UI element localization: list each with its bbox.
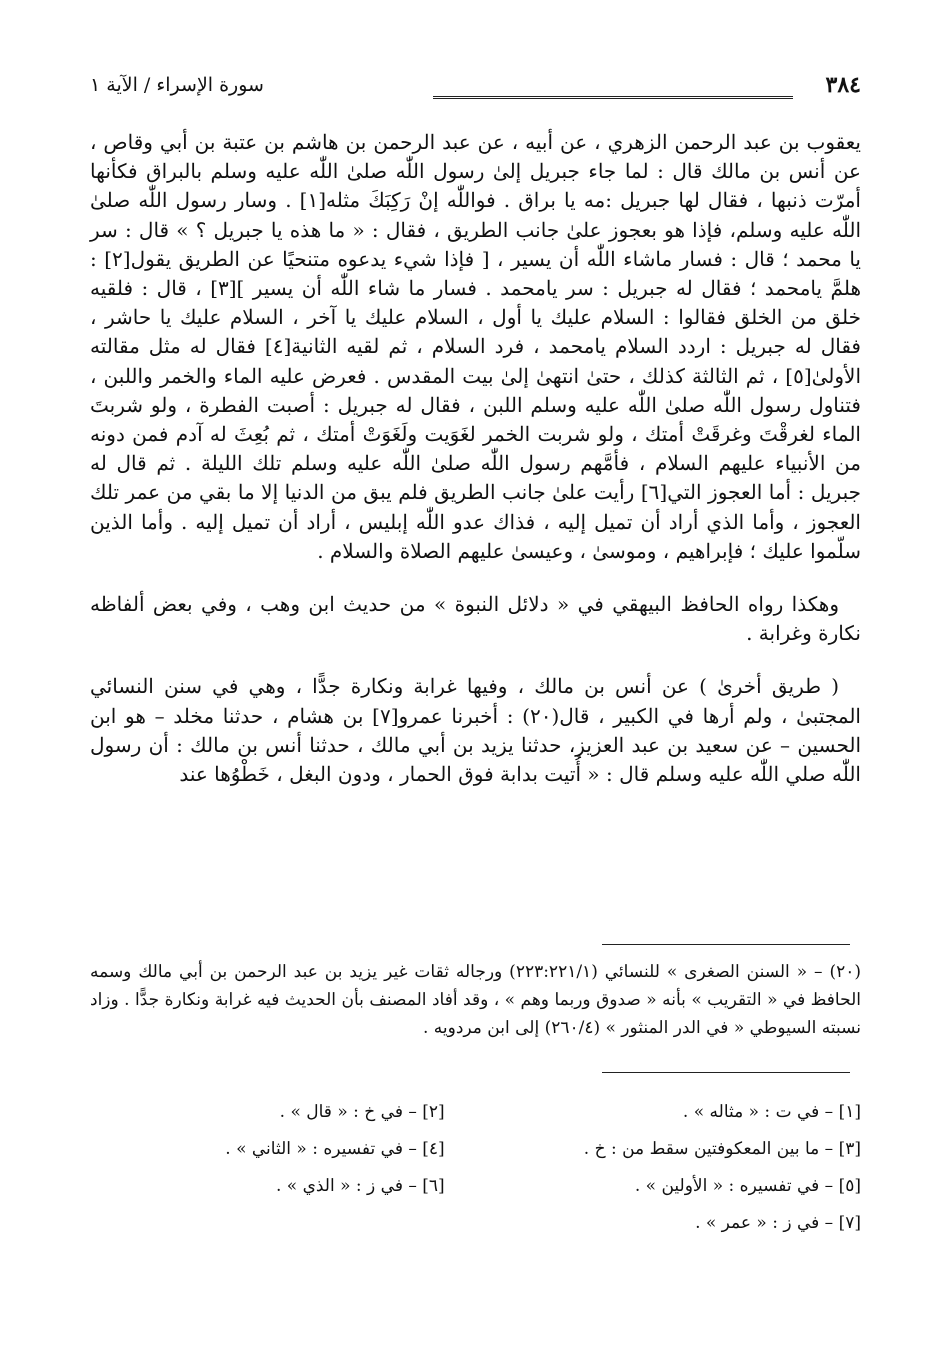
variant-note: [٣] – ما بين المعكوفتين سقط من : خ . — [583, 1139, 861, 1159]
variant-note: [٦] – في ز : « الذي » . — [275, 1176, 445, 1196]
page-number: ٣٨٤ — [825, 72, 861, 98]
variant-note: [٤] – في تفسيره : « الثاني » . — [225, 1139, 445, 1159]
variant-readings — [90, 1094, 861, 1242]
main-text — [90, 128, 861, 813]
footnote-20: (٢٠) – « السنن الصغرى » للنسائي (٢٢٣:٢٢١/١) ورجاله ثقات غير يزيد بن عبد الرحمن بن أبي مالك وسمه الحافظ في « التقريب » بأنه « صدوق وربما وهم » ، وقد أفاد المصنف بأن الحديث فيه غرابة ونكارة جدًّا . وزاد نسبته السيوطي « في الدر المنثور » (٢٦٠/٤) إلى ابن مردويه . — [90, 962, 861, 1038]
running-title: سورة الإسراء / الآية ١ — [90, 74, 264, 96]
variant-note: [١] – في ت : « مثاله » . — [682, 1102, 861, 1122]
footnote-rule — [602, 944, 850, 945]
header-rule — [433, 96, 793, 99]
paragraph-bayhaqi: وهكذا رواه الحافظ البيهقي في « دلائل النبوة » من حديث ابن وهب ، وفي بعض ألفاظه نكارة وغرابة . — [90, 592, 861, 646]
paragraph-another-route: ( طريق أخرىٰ ) عن أنس بن مالك ، وفيها غرابة ونكارة جدًّا ، وهي في سنن النسائي المجتبىٰ ، ولم أرها في الكبير ، قال(٢٠) : أخبرنا عمرو[٧] بن هشام ، حدثنا مخلد – هو ابن الحسين – عن سعيد بن عبد العزيز، حدثنا يزيد بن أبي مالك ، حدثنا أنس بن مالك : أن رسول اللّٰه صلي اللّٰه عليه وسلم قال : « أُتيت بدابة فوق الحمار ، ودون البغل ، خَطْوُها عند — [90, 674, 861, 787]
variants-rule — [602, 1072, 850, 1073]
page-header — [90, 72, 861, 106]
paragraph-hadith: يعقوب بن عبد الرحمن الزهري ، عن أبيه ، عن عبد الرحمن بن هاشم بن عتبة بن أبي وقاص ، عن أنس بن مالك قال : لما جاء جبريل إلىٰ رسول اللّٰه صلىٰ اللّٰه عليه وسلم بالبراق فكأنها أمرّت ذنبها ، فقال لها جبريل :مه يا براق . فواللّٰه إنْ رَكِبَكَ مثله[١] . وسار رسول اللّٰه صلىٰ اللّٰه عليه وسلم، فإذا هو بعجوز علىٰ جانب الطريق ، فقال : « ما هذه يا جبريل ؟ » قال : سر يا محمد ؛ قال : فسار ماشاء اللّٰه أن يسير ، [ فإذا شيء يدعوه متنحيًا عن الطريق يقول[٢] : هلمَّ يامحمد ؛ فقال له جبريل : سر يامحمد . فسار ما شاء اللّٰه أن يسير ][٣] ، قال : فلقيه خلق من الخلق فقالوا : السلام عليك يا أول ، السلام عليك يا آخر ، السلام عليك يا حاشر ، فقال له جبريل : اردد السلام يامحمد ، فرد السلام ، ثم لقيه الثانية[٤] فقال له مثل مقالته الأولىٰ[٥] ، ثم الثالثة كذلك ، حتىٰ انتهىٰ إلىٰ بيت المقدس . فعرض عليه الماء والخمر واللبن ، فتناول رسول اللّٰه صلىٰ اللّٰه عليه وسلم اللبن ، فقال له جبريل : أصبت الفطرة ، ولو شربتَ الماء لغرقْتَ وغرقَتْ أمتك ، ولو شربت الخمر لغَوَيت ولَغَوَتْ أمتك ، ثم بُعِثَ له آدم فمن دونه من الأنبياء عليهم السلام ، فأمَّهم رسول اللّٰه صلىٰ اللّٰه عليه وسلم تلك الليلة . ثم قال له جبريل : أما العجوز التي[٦] رأيت علىٰ جانب الطريق فلم يبق من الدنيا إلا ما بقي من عمر تلك العجوز ، وأما الذي أراد أن تميل إليه ، فذاك عدو اللّٰه إبليس ، أراد أن تميل إليه . وأما الذين سلّموا عليك ؛ فإبراهيم ، وموسىٰ ، وعيسىٰ عليهم الصلاة والسلام . — [90, 130, 861, 563]
variant-note: [٢] – في خ : « قال » . — [279, 1102, 445, 1122]
variant-note: [٥] – في تفسيره : « الأولين » . — [634, 1176, 861, 1196]
variant-note: [٧] – في ز : « عمر » . — [695, 1213, 861, 1233]
